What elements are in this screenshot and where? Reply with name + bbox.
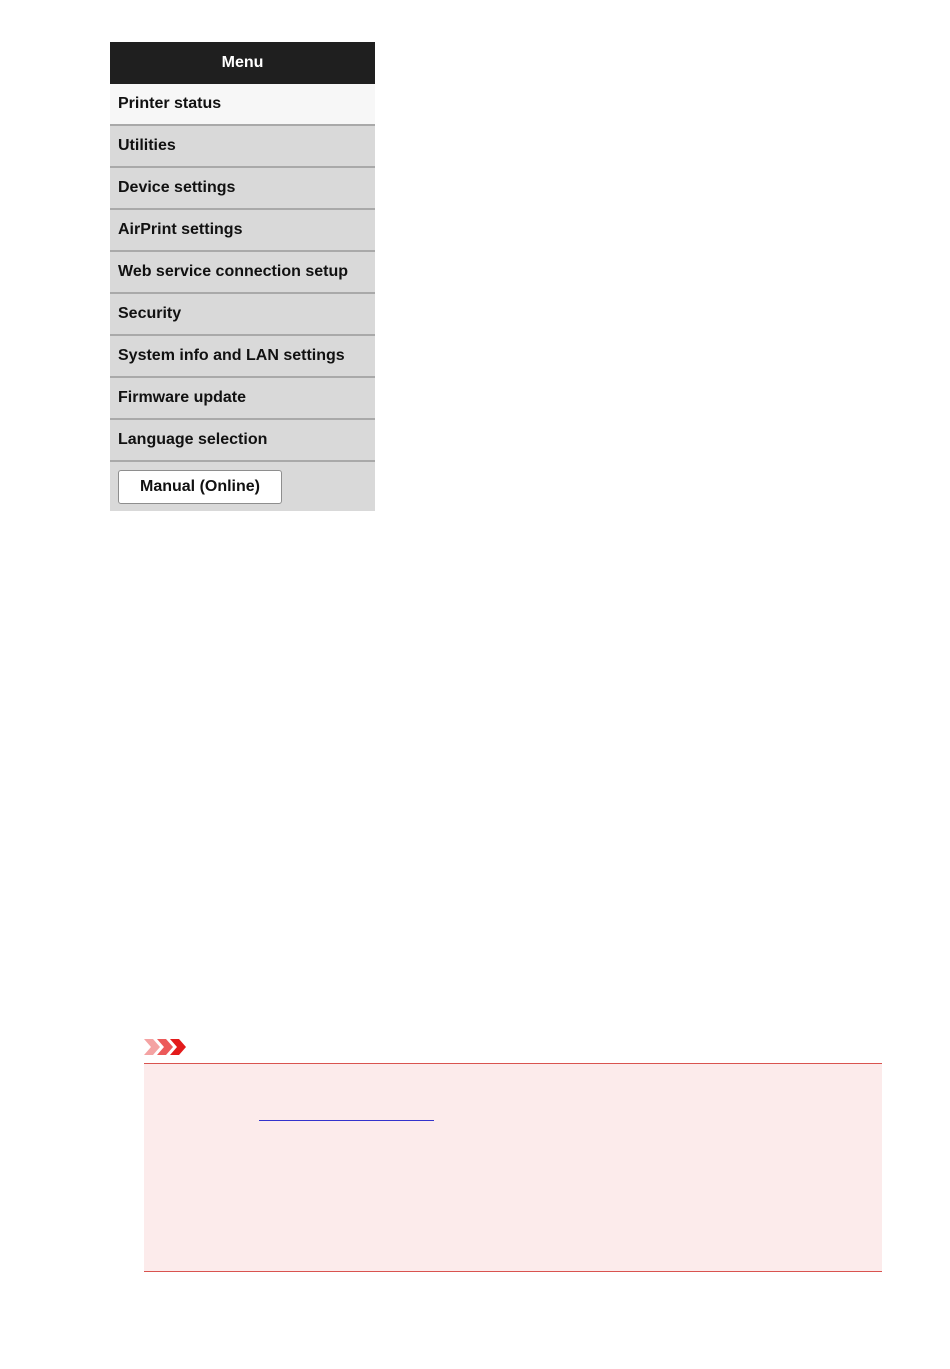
menu-item-airprint-settings[interactable]: AirPrint settings [110, 210, 375, 252]
manual-online-button[interactable]: Manual (Online) [118, 470, 282, 504]
menu-list [110, 84, 375, 462]
menu-item-security[interactable]: Security [110, 294, 375, 336]
menu-panel [110, 42, 375, 511]
menu-item-device-settings[interactable]: Device settings [110, 168, 375, 210]
menu-item-web-service-connection-setup[interactable]: Web service connection setup [110, 252, 375, 294]
menu-item-firmware-update[interactable]: Firmware update [110, 378, 375, 420]
important-note-link[interactable] [259, 1099, 434, 1121]
menu-item-utilities[interactable]: Utilities [110, 126, 375, 168]
menu-item-language-selection[interactable]: Language selection [110, 420, 375, 462]
menu-item-system-info-and-lan-settings[interactable]: System info and LAN settings [110, 336, 375, 378]
menu-item-printer-status[interactable]: Printer status [110, 84, 375, 126]
menu-title: Menu [110, 42, 375, 84]
important-note-box [144, 1063, 882, 1272]
important-chevrons-icon [144, 1038, 188, 1056]
manual-row [110, 462, 375, 511]
